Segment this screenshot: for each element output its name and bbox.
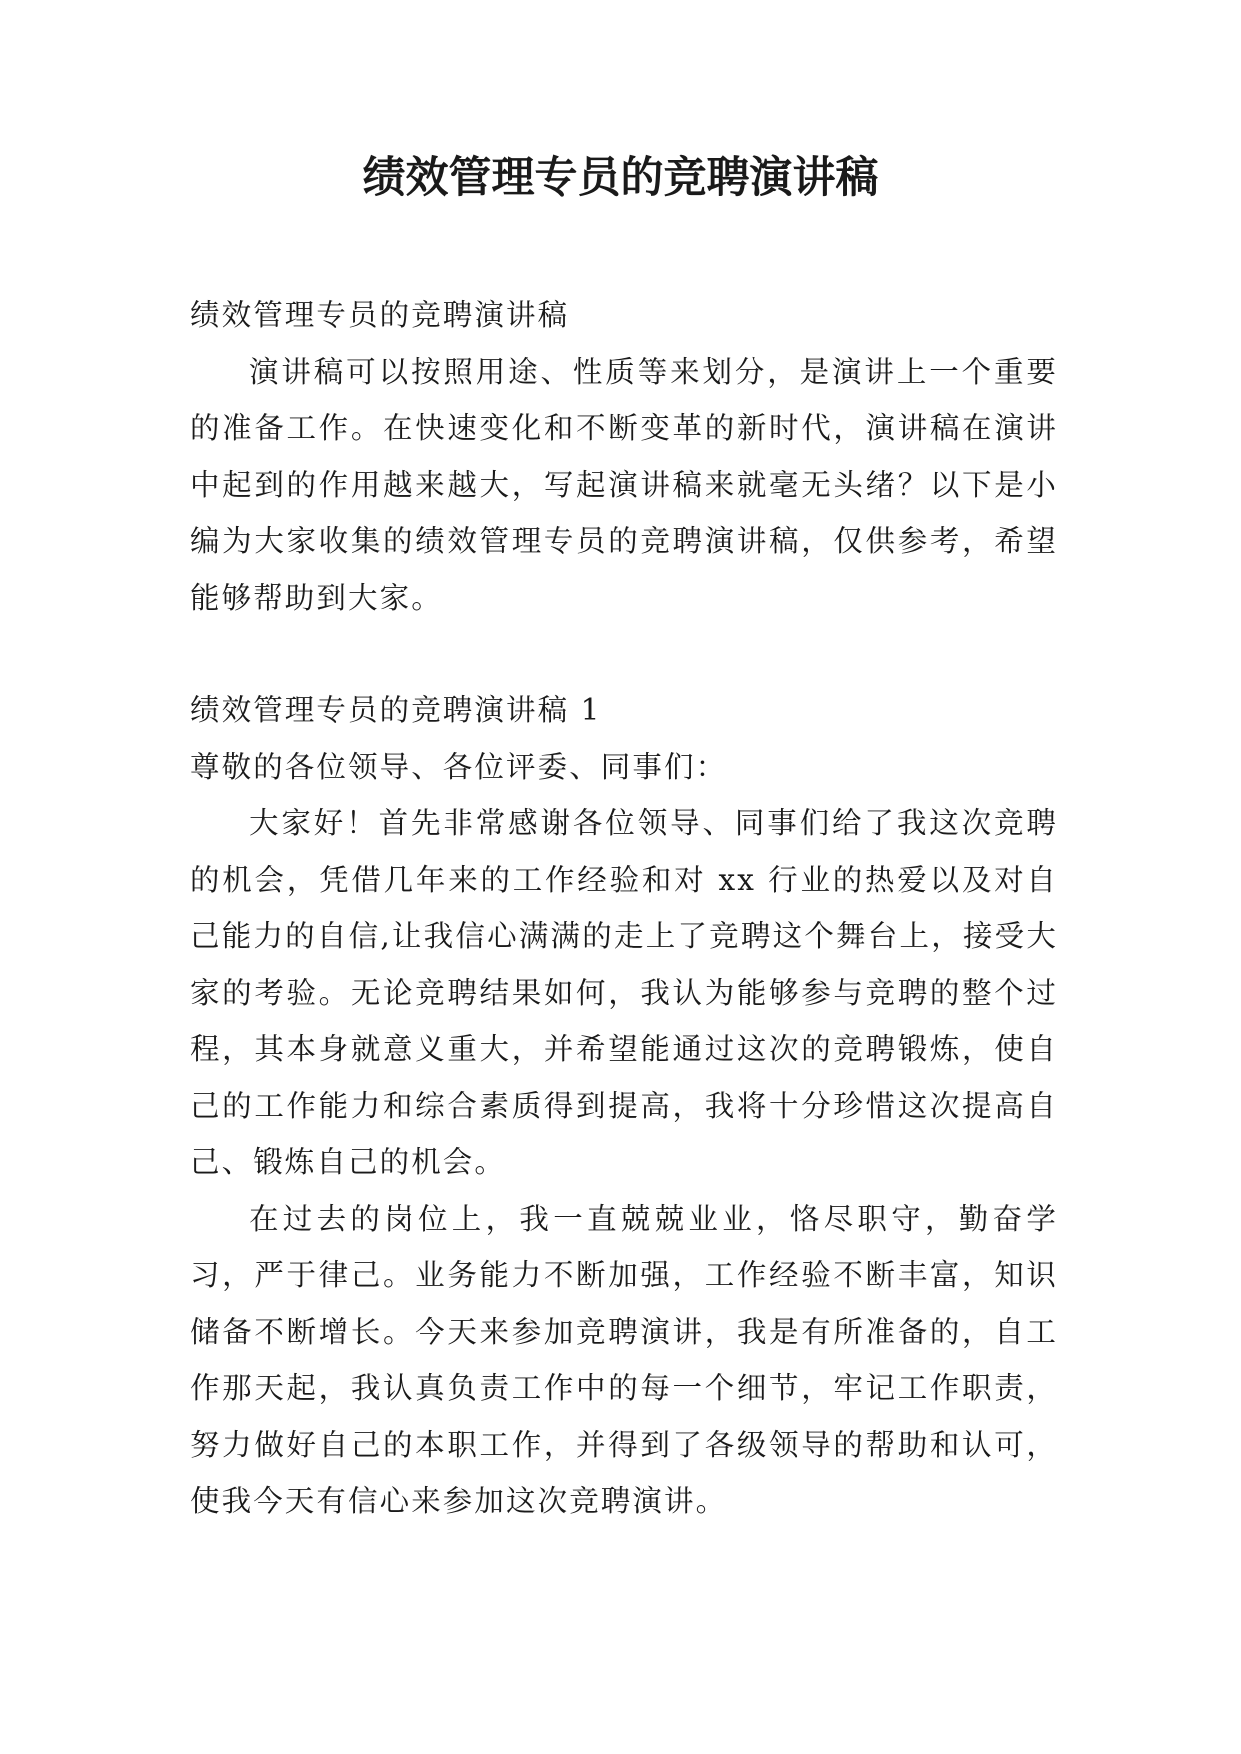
body-paragraph-2: 在过去的岗位上，我一直兢兢业业，恪尽职守，勤奋学习，严于律己。业务能力不断加强，工作经验不断丰富，知识储备不断增长。今天来参加竞聘演讲，我是有所准备的，自工作那天起，我认真负责工作中的每一个细节，牢记工作职责，努力做好自己的本职工作，并得到了各级领导的帮助和认可，使我今天有信心来参加这次竞聘演讲。 — [190, 1201, 1058, 1518]
salutation: 尊敬的各位领导、各位评委、同事们： — [190, 749, 728, 784]
intro-paragraph: 演讲稿可以按照用途、性质等来划分，是演讲上一个重要的准备工作。在快速变化和不断变革的新时代，演讲稿在演讲中起到的作用越来越大，写起演讲稿来就毫无头绪？以下是小编为大家收集的绩效管理专员的竞聘演讲稿，仅供参考，希望能够帮助到大家。 — [190, 354, 1058, 615]
document-body — [190, 287, 1058, 1530]
section-heading: 绩效管理专员的竞聘演讲稿 1 — [190, 693, 602, 727]
body-paragraph-1: 大家好！首先非常感谢各位领导、同事们给了我这次竞聘的机会，凭借几年来的工作经验和对 xx 行业的热爱以及对自己能力的自信,让我信心满满的走上了竞聘这个舞台上，接受大家的考验。无论竞聘结果如何，我认为能够参与竞聘的整个过程，其本身就意义重大，并希望能通过这次的竞聘锻炼，使自己的工作能力和综合素质得到提高，我将十分珍惜这次提高自己、锻炼自己的机会。 — [190, 806, 1058, 1179]
subtitle: 绩效管理专员的竞聘演讲稿 — [190, 298, 570, 332]
document-title: 绩效管理专员的竞聘演讲稿 — [362, 153, 879, 203]
